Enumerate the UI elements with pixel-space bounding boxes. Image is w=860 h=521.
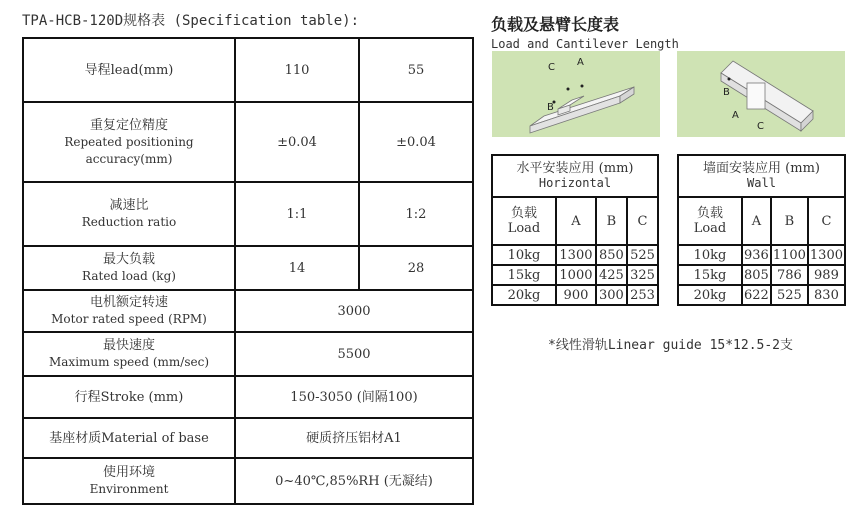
wall-load-15kg: 15kg [678,265,742,285]
spec-value-reduction-2: 1:2 [359,182,473,246]
wall-a-10kg: 936 [742,245,771,265]
spec-label-motor-speed [23,290,235,332]
spec-value-accuracy-1: ±0.04 [235,102,359,182]
wall-col-b: B [771,197,808,245]
horizontal-b-20kg: 300 [596,285,627,305]
spec-label-accuracy-cn: 重复定位精度 [89,117,168,133]
spec-label-stroke: 行程Stroke (mm) [23,376,235,418]
spec-label-reduction-en: Reduction ratio [81,215,177,229]
spec-value-motor-speed: 3000 [235,290,473,332]
table-row [678,245,845,265]
wall-label-c: C [757,121,764,132]
horizontal-load-table [491,154,659,306]
spec-value-stroke: 150-3050 (间隔100) [235,376,473,418]
horizontal-load-header-cn: 负载 [510,206,537,221]
spec-label-accuracy [23,102,235,182]
spec-table-title: TPA-HCB-120D规格表 (Specification table): [22,13,360,29]
wall-a-15kg: 805 [742,265,771,285]
horizontal-col-c: C [627,197,658,245]
spec-label-max-speed [23,332,235,376]
horizontal-col-a: A [556,197,596,245]
wall-header-row [678,155,845,197]
label-a: A [577,57,584,68]
wall-c-15kg: 989 [808,265,845,285]
spec-label-environment-en: Environment [89,482,169,496]
spec-value-material: 硬质挤压铝材A1 [235,418,473,458]
spec-row-rated-load [23,246,473,290]
spec-value-accuracy-2: ±0.04 [359,102,473,182]
spec-row-material [23,418,473,458]
spec-value-lead-1: 110 [235,38,359,102]
spec-row-accuracy [23,102,473,182]
label-b: B [547,102,554,113]
spec-value-max-speed: 5500 [235,332,473,376]
spec-row-environment [23,458,473,504]
wall-label-b: B [723,87,730,98]
horizontal-col-b: B [596,197,627,245]
spec-label-environment [23,458,235,504]
wall-load-table [677,154,846,306]
point-a-marker [581,85,584,88]
spec-label-max-speed-en: Maximum speed (mm/sec) [48,355,210,369]
spec-value-rated-load-2: 28 [359,246,473,290]
wall-title-en: Wall [747,176,776,190]
spec-row-motor-speed [23,290,473,332]
wall-c-10kg: 1300 [808,245,845,265]
wall-load-20kg: 20kg [678,285,742,305]
table-row [678,265,845,285]
spec-label-rated-load-cn: 最大负载 [102,252,155,267]
point-c-marker [567,88,570,91]
spec-label-accuracy-en: Repeated positioning accuracy(mm) [64,134,194,166]
spec-value-lead-2: 55 [359,38,473,102]
spec-row-max-speed [23,332,473,376]
horizontal-c-15kg: 325 [627,265,658,285]
spec-value-reduction-1: 1:1 [235,182,359,246]
wall-title-cn: 墙面安装应用 (mm) [703,161,820,176]
horizontal-c-20kg: 253 [627,285,658,305]
spec-label-reduction-cn: 减速比 [109,198,149,213]
spec-value-environment: 0~40℃,85%RH (无凝结) [235,458,473,504]
horizontal-mount-diagram [492,51,660,137]
horizontal-load-20kg: 20kg [492,285,556,305]
horizontal-c-10kg: 525 [627,245,658,265]
horizontal-load-10kg: 10kg [492,245,556,265]
wall-point-marker [728,78,731,81]
rail-top-face [530,87,634,126]
wall-mount-illustration [677,51,845,137]
horizontal-mount-illustration [492,51,660,137]
wall-load-10kg: 10kg [678,245,742,265]
wall-column-header-row [678,197,845,245]
spec-row-lead [23,38,473,102]
spec-label-environment-cn: 使用环境 [102,465,155,480]
wall-load-header [678,197,742,245]
horizontal-title-cn: 水平安装应用 (mm) [516,161,634,176]
table-row [678,285,845,305]
table-row [492,285,658,305]
spec-label-lead: 导程lead(mm) [23,38,235,102]
horizontal-load-15kg: 15kg [492,265,556,285]
spec-row-reduction [23,182,473,246]
horizontal-b-10kg: 850 [596,245,627,265]
wall-slider-block [747,83,765,109]
spec-label-motor-speed-en: Motor rated speed (RPM) [51,312,207,326]
label-c: C [548,62,555,73]
horizontal-a-20kg: 900 [556,285,596,305]
horizontal-column-header-row [492,197,658,245]
spec-label-reduction [23,182,235,246]
table-row [492,265,658,285]
spec-label-motor-speed-cn: 电机额定转速 [89,295,168,310]
load-section-subtitle: Load and Cantilever Length [491,37,679,51]
wall-a-20kg: 622 [742,285,771,305]
horizontal-load-header [492,197,556,245]
wall-b-20kg: 525 [771,285,808,305]
spec-label-rated-load [23,246,235,290]
wall-col-c: C [808,197,845,245]
horizontal-load-header-en: Load [507,221,541,236]
horizontal-a-10kg: 1300 [556,245,596,265]
spec-table [22,37,474,505]
spec-value-rated-load-1: 14 [235,246,359,290]
spec-label-max-speed-cn: 最快速度 [102,338,155,353]
horizontal-title-cell [492,155,658,197]
table-row [492,245,658,265]
spec-label-material: 基座材质Material of base [23,418,235,458]
wall-col-a: A [742,197,771,245]
wall-title-cell [678,155,845,197]
horizontal-header-row [492,155,658,197]
wall-b-10kg: 1100 [771,245,808,265]
horizontal-b-15kg: 425 [596,265,627,285]
load-section-title: 负载及悬臂长度表 [491,15,620,34]
linear-guide-note: *线性滑轨Linear guide 15*12.5-2支 [548,338,794,353]
wall-load-header-en: Load [693,221,727,236]
horizontal-title-en: Horizontal [538,176,612,190]
wall-c-20kg: 830 [808,285,845,305]
wall-mount-diagram [677,51,845,137]
spec-row-stroke [23,376,473,418]
wall-b-15kg: 786 [771,265,808,285]
wall-load-header-cn: 负载 [696,206,723,221]
horizontal-a-15kg: 1000 [556,265,596,285]
spec-label-rated-load-en: Rated load (kg) [82,269,176,283]
wall-label-a: A [732,110,739,121]
